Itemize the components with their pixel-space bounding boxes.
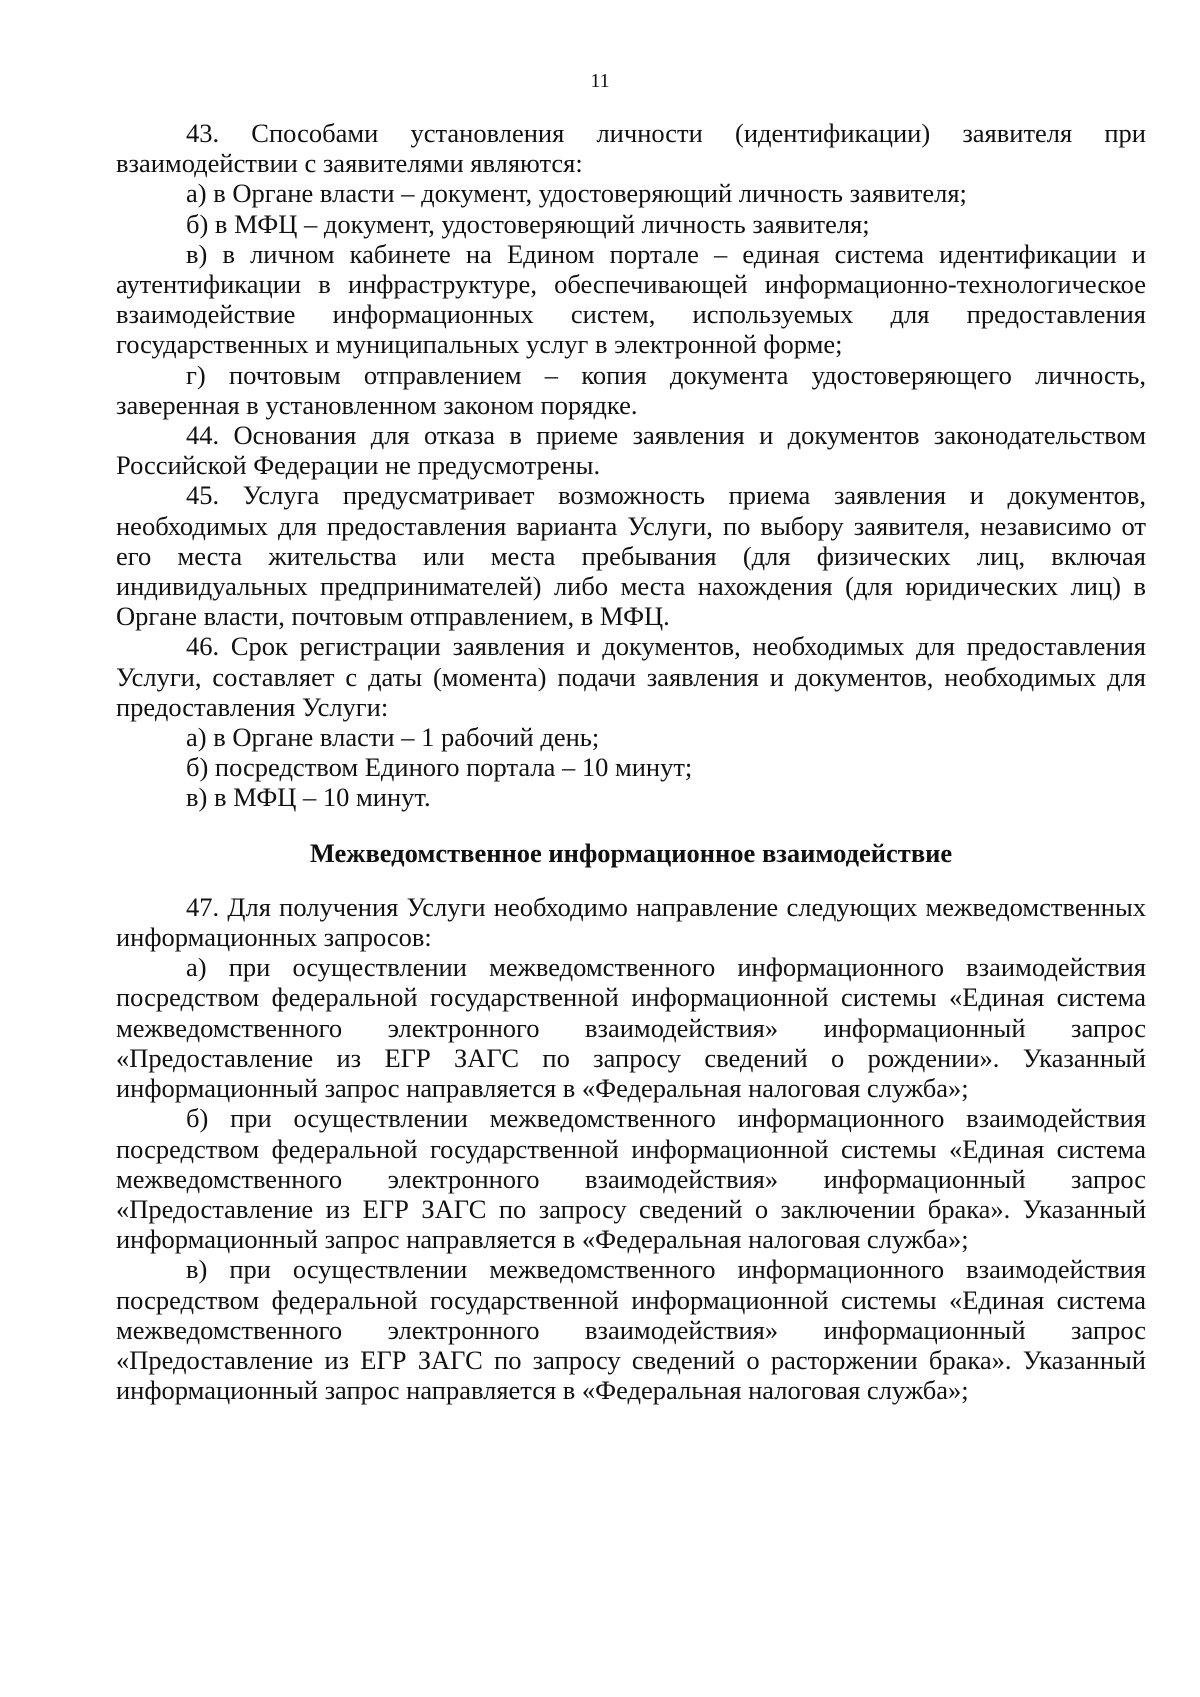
paragraph-47-v: в) при осуществлении межведомственного информационного взаимодействия посредством федеральной государственной информационной системы «Единая система межведомственного электронного взаимодействия» информационный запрос «Предоставление из ЕГР ЗАГС по запросу сведений о расторжении брака». Указанный информационный запрос направляется в «Федеральная налоговая служба»;	[116, 1254, 1146, 1406]
section-heading: Межведомственное информационное взаимодействие	[309, 837, 953, 868]
paragraph-47-b: б) при осуществлении межведомственного информационного взаимодействия посредством федеральной государственной информационной системы «Единая система межведомственного электронного взаимодействия» информационный запрос «Предоставление из ЕГР ЗАГС по запросу сведений о заключении брака». Указанный информационный запрос направляется в «Федеральная налоговая служба»;	[116, 1103, 1146, 1255]
paragraph-47: 47. Для получения Услуги необходимо направление следующих межведомственных информационных запросов:	[116, 891, 1146, 953]
paragraph-45: 45. Услуга предусматривает возможность приема заявления и документов, необходимых для предоставления варианта Услуги, по выбору заявителя, независимо от его места жительства или места пребывания (для физических лиц, включая индивидуальных предпринимателей) либо места нахождения (для юридических лиц) в Органе власти, почтовым отправлением, в МФЦ.	[116, 480, 1146, 632]
paragraph-44: 44. Основания для отказа в приеме заявления и документов законодательством Российской Федерации не предусмотрены.	[116, 420, 1146, 481]
paragraph-43: 43. Способами установления личности (идентификации) заявителя при взаимодействии с заявителями являются:	[116, 118, 1146, 179]
paragraph-46-v: в) в МФЦ – 10 минут.	[186, 782, 431, 813]
paragraph-46-b: б) посредством Единого портала – 10 минут;	[186, 752, 693, 783]
paragraph-43-a: а) в Органе власти – документ, удостоверяющий личность заявителя;	[186, 178, 967, 209]
paragraph-46: 46. Срок регистрации заявления и документов, необходимых для предоставления Услуги, составляет с даты (момента) подачи заявления и документов, необходимых для предоставления Услуги:	[116, 631, 1146, 722]
paragraph-46-a: а) в Органе власти – 1 рабочий день;	[186, 722, 600, 753]
paragraph-43-v: в) в личном кабинете на Едином портале – единая система идентификации и аутентификации в инфраструктуре, обеспечивающей информационно-технологическое взаимодействие информационных систем, используемых для предоставления государственных и муниципальных услуг в электронной форме;	[116, 238, 1146, 360]
page-number: 11	[590, 70, 610, 92]
document-body	[116, 118, 1146, 1405]
paragraph-43-b: б) в МФЦ – документ, удостоверяющий личность заявителя;	[186, 208, 870, 239]
paragraph-47-a: а) при осуществлении межведомственного информационного взаимодействия посредством федеральной государственной информационной системы «Единая система межведомственного электронного взаимодействия» информационный запрос «Предоставление из ЕГР ЗАГС по запросу сведений о рождении». Указанный информационный запрос направляется в «Федеральная налоговая служба»;	[116, 952, 1146, 1104]
paragraph-43-g: г) почтовым отправлением – копия документа удостоверяющего личность, заверенная в установленном законом порядке.	[116, 359, 1146, 420]
